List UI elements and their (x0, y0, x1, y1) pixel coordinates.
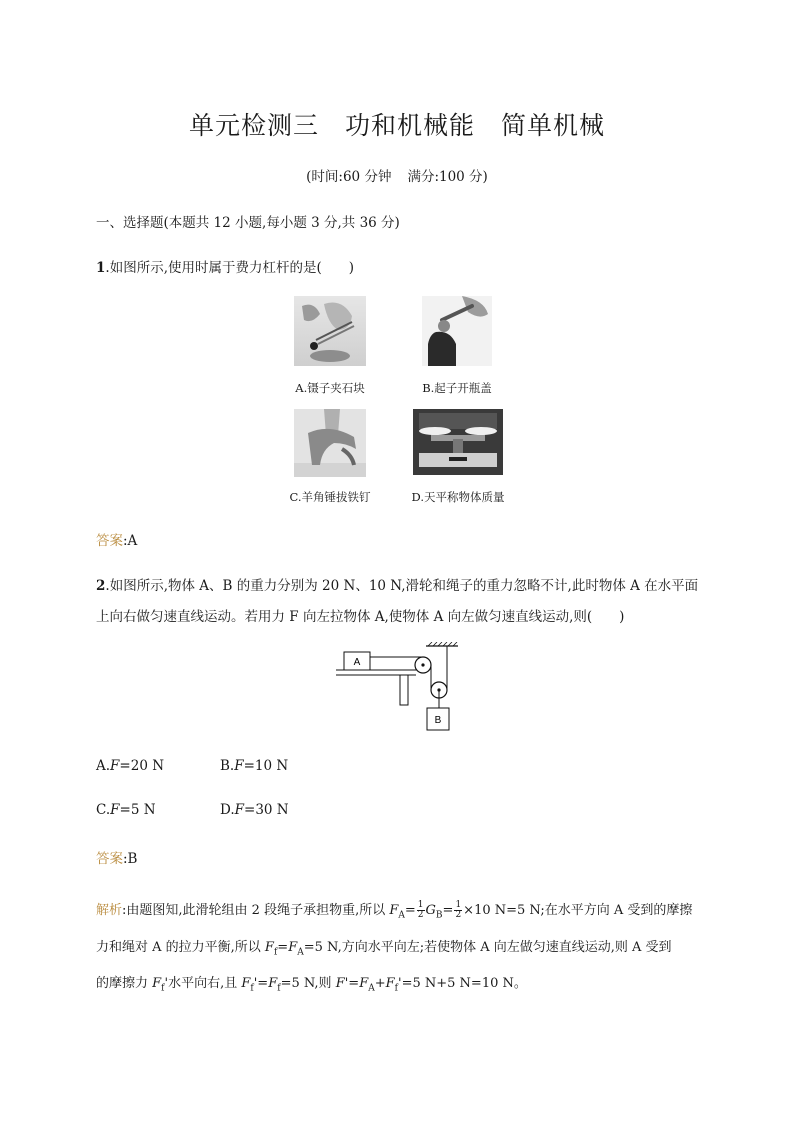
option-a-var: F (110, 758, 120, 774)
option-b-prefix: B. (220, 758, 235, 774)
answer-2-label: 答案 (96, 851, 123, 867)
option-b-value: =10 N (243, 758, 289, 774)
option-b (220, 758, 288, 774)
caption-b: B.起子开瓶盖 (422, 381, 492, 395)
answer-2 (96, 847, 137, 867)
explanation-line-1: 解析:由题图知,此滑轮组由 2 段绳子承担物重,所以 $F_A=$ $\frac{1}{2}$ $G_B=$ $\frac{1}{2}$ ×10 N=5 N;在水平方向 A 受到的摩擦 (96, 900, 693, 921)
option-c-prefix: C. (96, 802, 111, 818)
option-d-var: F (234, 802, 245, 818)
explanation-text-3a: 的摩擦力 (96, 976, 153, 991)
answer-1 (96, 529, 137, 549)
fraction-half: $\frac{1}{2}$ (417, 900, 424, 920)
page-title (0, 106, 794, 142)
option-a-value: =20 N (119, 758, 165, 774)
explanation-line-3: 的摩擦力 $F_f'$水平向右,且 $F_f'=F_f=5$ N,则 $F'=F_A+F_f'=5$ N+5 N=10 N。 (96, 976, 527, 994)
title-part-2: 功和机械能 (344, 111, 475, 140)
question-1-number: 1 (96, 260, 106, 276)
photo-tweezers (294, 296, 366, 366)
option-d (220, 802, 289, 818)
exam-info (0, 165, 794, 185)
option-c-var: F (110, 802, 120, 818)
explanation-text-3c: =5 N,则 (280, 976, 336, 991)
option-d-value: =30 N (244, 802, 289, 818)
option-b-var: F (234, 758, 244, 774)
explanation-text-1a: :由题图知,此滑轮组由 2 段绳子承担物重,所以 (122, 903, 390, 918)
option-c-value: =5 N (119, 802, 156, 818)
photo-balance-scale (413, 409, 503, 475)
question-2-stem-line-1 (96, 574, 698, 594)
caption-a: A.镊子夹石块 (295, 381, 365, 395)
option-d-prefix: D. (220, 802, 235, 818)
exam-score: 满分:100 分) (407, 169, 488, 185)
explanation-text-3d: =5 N+5 N=10 N。 (401, 976, 527, 991)
explanation-line-2: 力和绳对 A 的拉力平衡,所以 $F_f=F_A=5$ N,方向水平向左;若使物体 A 向左做匀速直线运动,则 A 受到 (96, 940, 672, 958)
diagram-label-a: A (353, 657, 361, 668)
diagram-label-b: B (434, 715, 442, 726)
explanation-text-1b: ×10 N=5 N;在水平方向 A 受到的摩擦 (463, 903, 693, 918)
question-2-text-1: .如图所示,物体 A、B 的重力分别为 20 N、10 N,滑轮和绳子的重力忽略不计,此时物体 A 在水平面 (105, 578, 699, 594)
caption-d: D.天平称物体质量 (411, 490, 505, 504)
answer-1-label: 答案 (96, 533, 123, 549)
explanation-text-3b: 水平向右,且 (168, 976, 242, 991)
question-2-number: 2 (96, 578, 106, 594)
title-part-1: 单元检测三 (188, 111, 319, 140)
question-1-text: .如图所示,使用时属于费力杠杆的是( ) (105, 260, 355, 276)
question-1-stem (96, 256, 354, 276)
section-heading: 一、选择题(本题共 12 小题,每小题 3 分,共 36 分) (96, 215, 400, 231)
pulley-diagram (330, 642, 466, 734)
answer-2-value: :B (123, 851, 138, 867)
question-2-stem-line-2: 上向右做匀速直线运动。若用力 F 向左拉物体 A,使物体 A 向左做匀速直线运动,则( ) (96, 609, 625, 625)
explanation-text-2a: 力和绳对 A 的拉力平衡,所以 (96, 940, 265, 955)
fraction-half: $\frac{1}{2}$ (455, 900, 462, 920)
option-a (96, 758, 164, 774)
option-a-prefix: A. (96, 758, 111, 774)
caption-c: C.羊角锤拔铁钉 (289, 490, 371, 504)
explanation-text-2b: =5 N,方向水平向左;若使物体 A 向左做匀速直线运动,则 A 受到 (303, 940, 672, 955)
exam-time: (时间:60 分钟 (306, 169, 392, 185)
answer-1-value: :A (123, 533, 138, 549)
photo-claw-hammer (294, 409, 366, 477)
option-c (96, 802, 156, 818)
photo-bottle-opener (422, 296, 492, 366)
explanation-label: 解析 (96, 903, 123, 918)
title-part-3: 简单机械 (501, 111, 606, 140)
